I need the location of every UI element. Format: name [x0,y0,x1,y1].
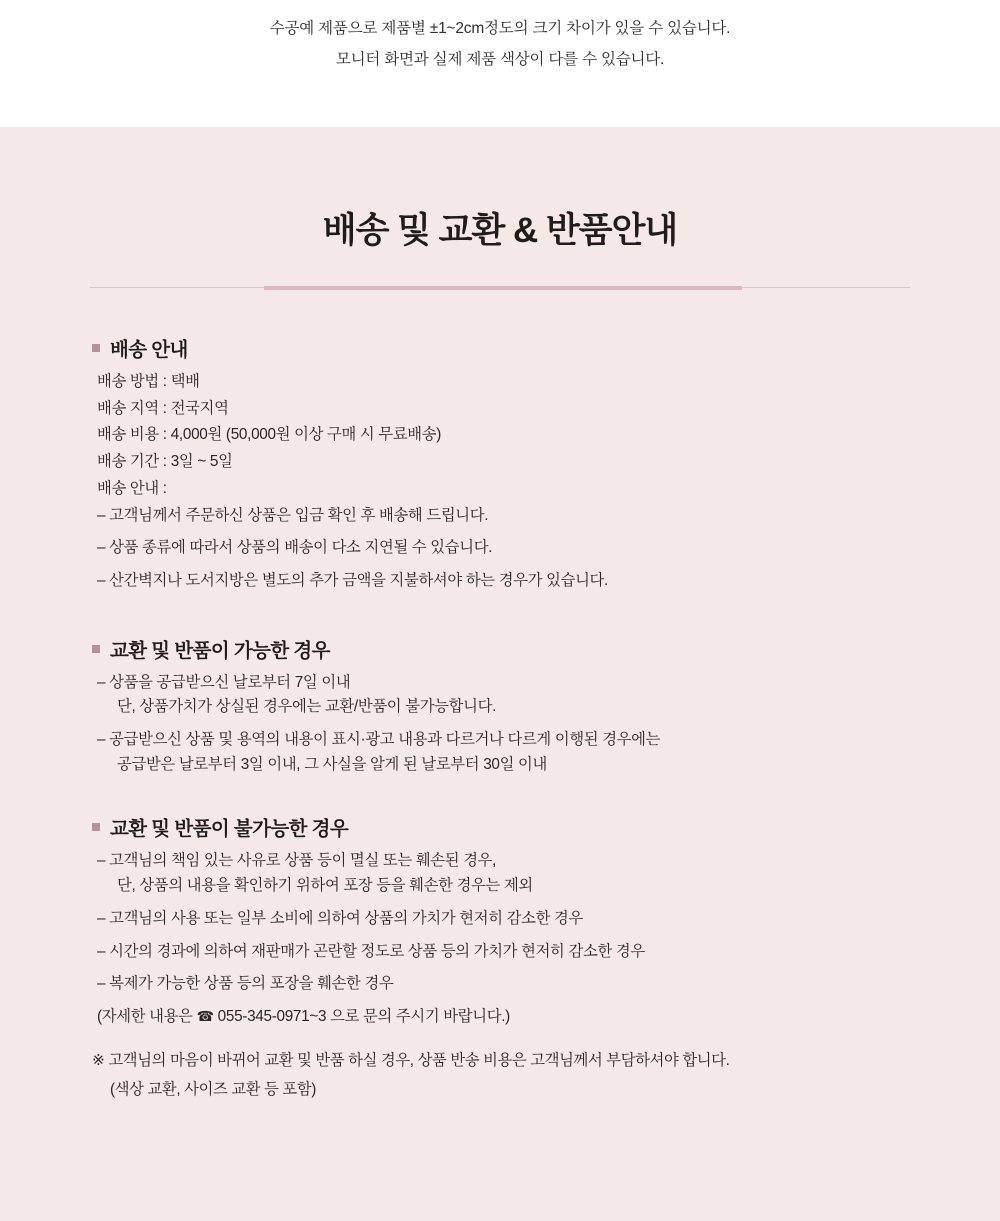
section-gap [90,1032,910,1050]
list-item: – 상품을 공급받으신 날로부터 7일 이내 [97,673,351,691]
list-item: 단, 상품의 내용을 확인하기 위하여 포장 등을 훼손한 경우는 제외 [117,877,533,895]
title-divider [90,286,910,290]
section-heading [90,635,910,663]
section-title-shipping: 배송 안내 [110,339,188,361]
section-title-exchange-denied: 교환 및 반품이 불가능한 경우 [110,818,349,841]
page-title: 배송 및 교환 & 반품안내 [322,211,678,250]
section-exchange-denied [90,813,910,1028]
list-item: 배송 비용 : 4,000원 (50,000원 이상 구매 시 무료배송) [97,426,442,444]
disclaimer-line-2: 모니터 화면과 실제 제품 색상이 다를 수 있습니다. [335,51,665,68]
square-bullet-icon [92,823,100,831]
section-heading [90,813,910,841]
list-item: – 고객님의 사용 또는 일부 소비에 의하여 상품의 가치가 현저히 감소한 경우 [97,909,583,927]
list-item: – 시간의 경과에 의하여 재판매가 곤란할 정도로 상품 등의 가치가 현저히 감소한 경우 [97,942,645,960]
section-title-exchange-allowed: 교환 및 반품이 가능한 경우 [110,639,330,662]
list-item: 배송 안내 : [97,479,167,497]
list-item: – 고객님께서 주문하신 상품은 입금 확인 후 배송해 드립니다. [97,506,489,524]
list-item: 배송 지역 : 전국지역 [97,399,229,417]
product-disclaimer-notice [0,0,1000,127]
section-gap [90,779,910,813]
list-item: 배송 방법 : 택배 [97,373,200,390]
section-heading [90,334,910,362]
contact-phone-number: 055-345-0971~3 [213,1007,331,1025]
list-item: 단, 상품가치가 상실된 경우에는 교환/반품이 불가능합니다. [117,698,497,716]
square-bullet-icon [92,344,100,352]
section-exchange-allowed [90,635,910,777]
square-bullet-icon [92,645,100,653]
divider-accent-bar [264,286,742,290]
telephone-icon: ☎ [196,1008,214,1025]
contact-prefix: (자세한 내용은 [97,1007,197,1025]
list-item: – 산간벽지나 도서지방은 별도의 추가 금액을 지불하셔야 하는 경우가 있습니다. [97,571,608,589]
contact-suffix: 으로 문의 주시기 바랍니다.) [330,1007,510,1025]
footnote-main: ※ 고객님의 마음이 바뀌어 교환 및 반품 하실 경우, 상품 반송 비용은 고객님께서 부담하셔야 합니다. [92,1051,730,1069]
return-shipping-footnote [90,1050,910,1102]
shipping-exchange-panel [0,127,1000,1221]
list-item: – 복제가 가능한 상품 등의 포장을 훼손한 경우 [97,975,394,993]
list-item: – 상품 종류에 따라서 상품의 배송이 다소 지연될 수 있습니다. [97,539,493,557]
list-item: – 공급받으신 상품 및 용역의 내용이 표시·광고 내용과 다르거나 다르게 이행된 경우에는 [97,731,661,749]
policy-content [90,290,910,1102]
disclaimer-line-1: 수공예 제품으로 제품별 ±1~2cm정도의 크기 차이가 있을 수 있습니다. [269,20,731,37]
footnote-sub: (색상 교환, 사이즈 교환 등 포함) [110,1080,317,1098]
list-item: – 고객님의 책임 있는 사유로 상품 등이 멸실 또는 훼손된 경우, [97,852,497,870]
list-item: 배송 기간 : 3일 ~ 5일 [97,453,233,471]
section-shipping-info [90,334,910,593]
section-gap [90,596,910,635]
contact-line [90,1005,910,1029]
list-item: 공급받은 날로부터 3일 이내, 그 사실을 알게 된 날로부터 30일 이내 [117,755,547,773]
